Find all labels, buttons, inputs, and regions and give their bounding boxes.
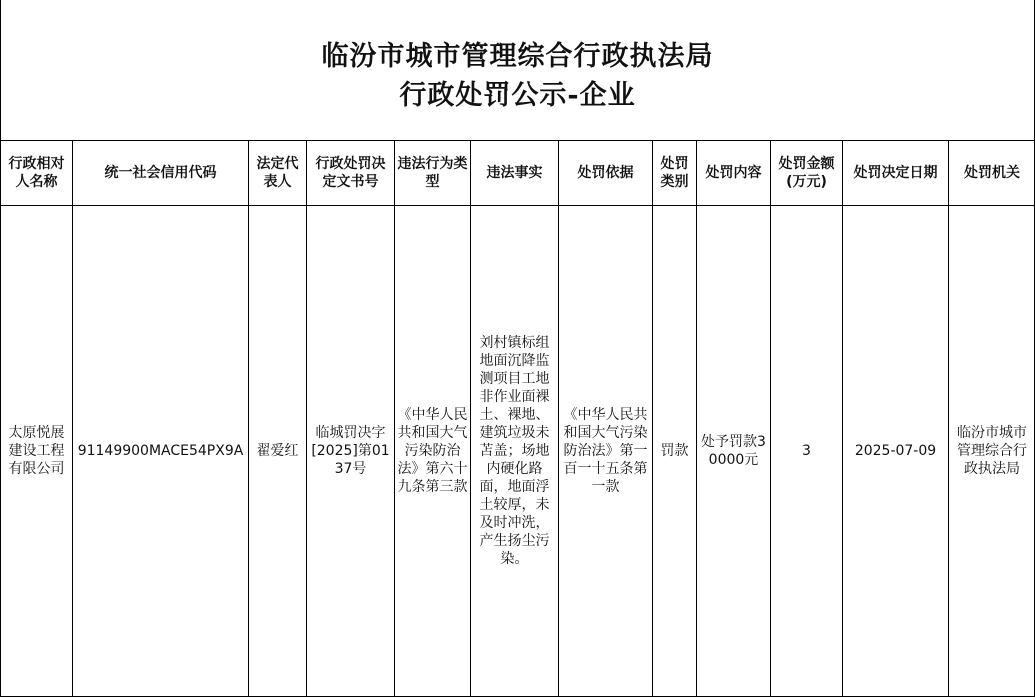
header-cell-legal-rep: 法定代表人 — [249, 141, 307, 206]
cell-credit-code: 91149900MACE54PX9A — [73, 206, 249, 697]
cell-content: 处予罚款30000元 — [697, 206, 771, 697]
header-cell-authority: 处罚机关 — [949, 141, 1035, 206]
cell-amount: 3 — [771, 206, 843, 697]
header-cell-credit-code: 统一社会信用代码 — [73, 141, 249, 206]
cell-date: 2025-07-09 — [843, 206, 949, 697]
page-subtitle: 行政处罚公示-企业 — [399, 80, 636, 111]
cell-legal-rep: 翟爱红 — [249, 206, 307, 697]
page-title: 临汾市城市管理综合行政执法局 — [321, 41, 714, 72]
cell-basis: 《中华人民共和国大气污染防治法》第一百一十五条第一款 — [559, 206, 653, 697]
cell-name: 太原悦展建设工程有限公司 — [1, 206, 73, 697]
header-cell-category: 处罚类别 — [653, 141, 697, 206]
header-cell-doc-no: 行政处罚决定文书号 — [307, 141, 395, 206]
title-block — [0, 0, 1035, 140]
header-cell-content: 处罚内容 — [697, 141, 771, 206]
table-row — [1, 206, 1035, 697]
header-cell-name: 行政相对人名称 — [1, 141, 73, 206]
header-cell-facts: 违法事实 — [471, 141, 559, 206]
header-cell-date: 处罚决定日期 — [843, 141, 949, 206]
cell-facts: 刘村镇标组地面沉降监测项目工地非作业面裸土、裸地、建筑垃圾未苫盖；场地内硬化路面，地面浮土较厚，未及时冲洗，产生扬尘污染。 — [471, 206, 559, 697]
header-cell-violation-type: 违法行为类型 — [395, 141, 471, 206]
header-row — [1, 141, 1035, 206]
cell-category: 罚款 — [653, 206, 697, 697]
cell-authority: 临汾市城市管理综合行政执法局 — [949, 206, 1035, 697]
penalty-table — [0, 140, 1035, 697]
header-cell-basis: 处罚依据 — [559, 141, 653, 206]
cell-violation-type: 《中华人民共和国大气污染防治法》第六十九条第三款 — [395, 206, 471, 697]
cell-doc-no: 临城罚决字[2025]第0137号 — [307, 206, 395, 697]
header-cell-amount: 处罚金额(万元) — [771, 141, 843, 206]
